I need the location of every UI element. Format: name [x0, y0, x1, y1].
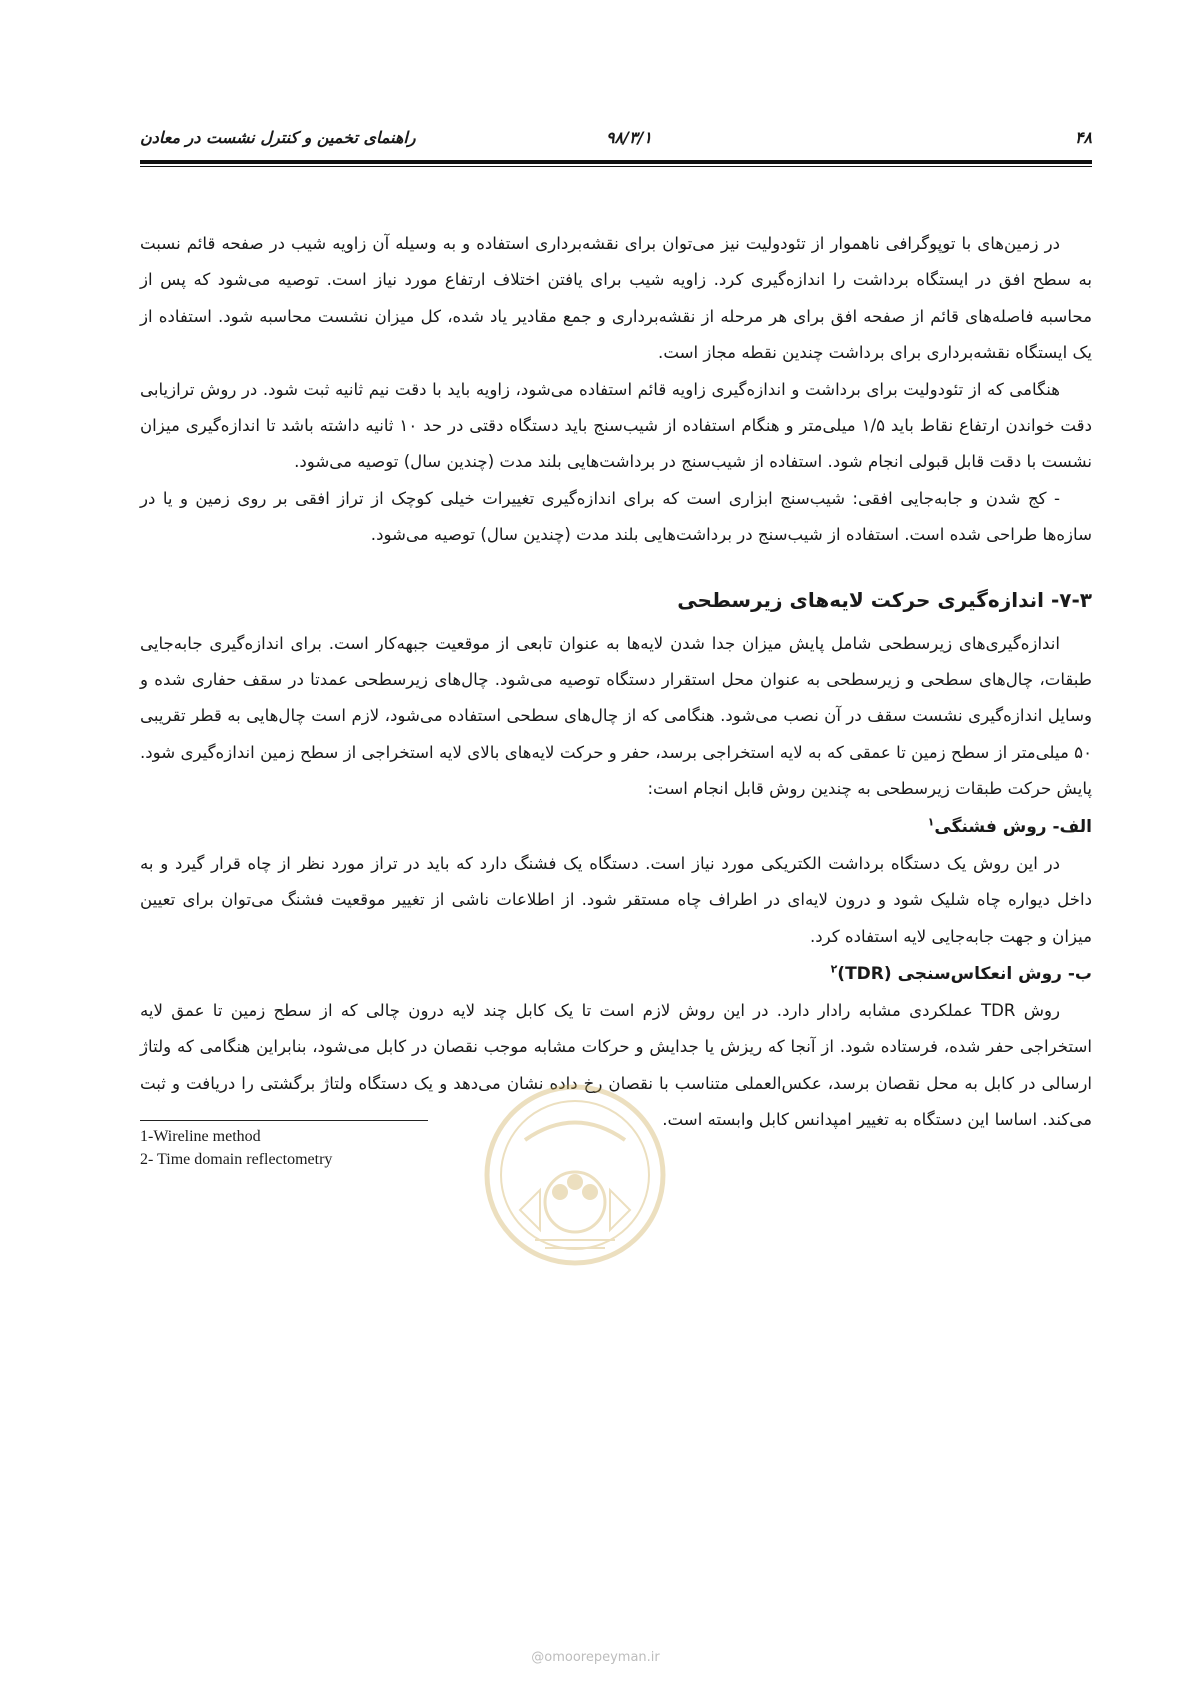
- footnote-ref-2: ۲: [830, 962, 838, 976]
- watermark-seal-icon: [480, 1080, 670, 1270]
- footnotes: [140, 1125, 332, 1171]
- page-number: ۴۸: [1074, 128, 1092, 147]
- subheading-b: [140, 955, 1092, 993]
- paragraph: در این روش یک دستگاه برداشت الکتریکی مورد نیاز است. دستگاه یک فشنگ دارد که باید در تراز مورد نظر از چاه قرار گیرد و به داخل دیواره چاه شلیک شود و درون لایه‌ای در اطراف چاه مستقر شود. از اطلاعات ناشی از تغییر موقعیت فشنگ می‌توان برای تعیین میزان و جهت جابه‌جایی لایه استفاده کرد.: [140, 853, 1092, 946]
- body-text: [140, 226, 1092, 1139]
- paragraph: - کج شدن و جابه‌جایی افقی: شیب‌سنج ابزاری است که برای اندازه‌گیری تغییرات خیلی کوچک از تراز افقی بر روی زمین و یا در سازه‌ها طراحی شده است. استفاده از شیب‌سنج در برداشت‌هایی بلند مدت (چندین سال) توصیه می‌شود.: [140, 488, 1092, 545]
- paragraph: اندازه‌گیری‌های زیرسطحی شامل پایش میزان جدا شدن لایه‌ها به عنوان تابعی از موقعیت جبهه‌کار است. برای اندازه‌گیری جابه‌جایی طبقات، چال‌های سطحی و زیرسطحی به عنوان محل استقرار دستگاه توصیه می‌شود. چال‌های زیرسطحی عمدتا در سقف حفاری شده و وسایل اندازه‌گیری نشست سقف در آن نصب می‌شود. هنگامی که از چال‌های سطحی استفاده می‌شود، لازم است چال‌هایی به قطر تقریبی ۵۰ میلی‌متر از سطح زمین تا عمقی که به لایه استخراجی برسد، حفر و حرکت لایه‌های بالای لایه استخراجی از سطح زمین اندازه‌گیری شود. پایش حرکت طبقات زیرسطحی به چندین روش قابل انجام است:: [140, 633, 1092, 799]
- section-heading: ۷-۳- اندازه‌گیری حرکت لایه‌های زیرسطحی: [677, 587, 1092, 612]
- footnote-2: 2- Time domain reflectometry: [140, 1151, 333, 1168]
- paragraph: هنگامی که از تئودولیت برای برداشت و اندازه‌گیری زاویه قائم استفاده می‌شود، زاویه باید با دقت نیم ثانیه ثبت شود. در روش ترازیابی دقت خواندن ارتفاع نقاط باید ۱/۵ میلی‌متر و هنگام استفاده از شیب‌سنج باید دستگاه دقتی در حد ۱۰ ثانیه داشته باشد تا اندازه‌گیری میزان نشست با دقت قابل قبولی انجام شود. استفاده از شیب‌سنج در برداشت‌هایی بلند مدت (چندین سال) توصیه می‌شود.: [140, 379, 1092, 472]
- watermark-text: @omoorepeyman.ir: [531, 1650, 660, 1665]
- paragraph: روش TDR عملکردی مشابه رادار دارد. در این روش لازم است تا یک کابل چند لایه درون چالی که از سطح زمین تا عمق لایه استخراجی حفر شده، فرستاده شود. از آنجا که ریزش یا جدایش و حرکات مشابه موجب نقصان در کابل می‌شود، بنابراین هنگامی که ولتاژ ارسالی در کابل به محل نقصان برسد، عکس‌العملی متناسب با نقصان رخ داده نشان می‌دهد و یک دستگاه ولتاژ برگشتی را دریافت و ثبت می‌کند. اساسا این دستگاه به تغییر امپدانس کابل وابسته است.: [140, 1000, 1092, 1130]
- subheading-b-text: ب- روش انعکاس‌سنجی (TDR): [837, 963, 1092, 984]
- subheading-a-text: الف- روش فشنگی: [934, 816, 1092, 837]
- running-header: [140, 128, 1092, 156]
- header-date: ۹۸/۳/۱: [605, 128, 652, 147]
- footnote-rule: [140, 1120, 428, 1121]
- subheading-a: [140, 808, 1092, 846]
- header-rule-thin: [140, 166, 1092, 167]
- book-title: راهنمای تخمین و کنترل نشست در معادن: [140, 128, 416, 147]
- footnote-ref-1: ۱: [927, 815, 935, 829]
- header-rule-thick: [140, 160, 1092, 164]
- paragraph: در زمین‌های با توپوگرافی ناهموار از تئودولیت نیز می‌توان برای نقشه‌برداری استفاده و به وسیله آن زاویه شیب در صفحه قائم نسبت به سطح افق در ایستگاه برداشت را اندازه‌گیری کرد. زاویه شیب برای یافتن اختلاف ارتفاع مورد نیاز است. توصیه می‌شود که پس از محاسبه فاصله‌های قائم از صفحه افق برای هر مرحله از نقشه‌برداری و جمع مقادیر یاد شده، کل میزان نشست محاسبه شود. استفاده از یک ایستگاه نقشه‌برداری برای برداشت چندین نقطه مجاز است.: [140, 234, 1092, 363]
- footnote-1: 1-Wireline method: [140, 1128, 261, 1145]
